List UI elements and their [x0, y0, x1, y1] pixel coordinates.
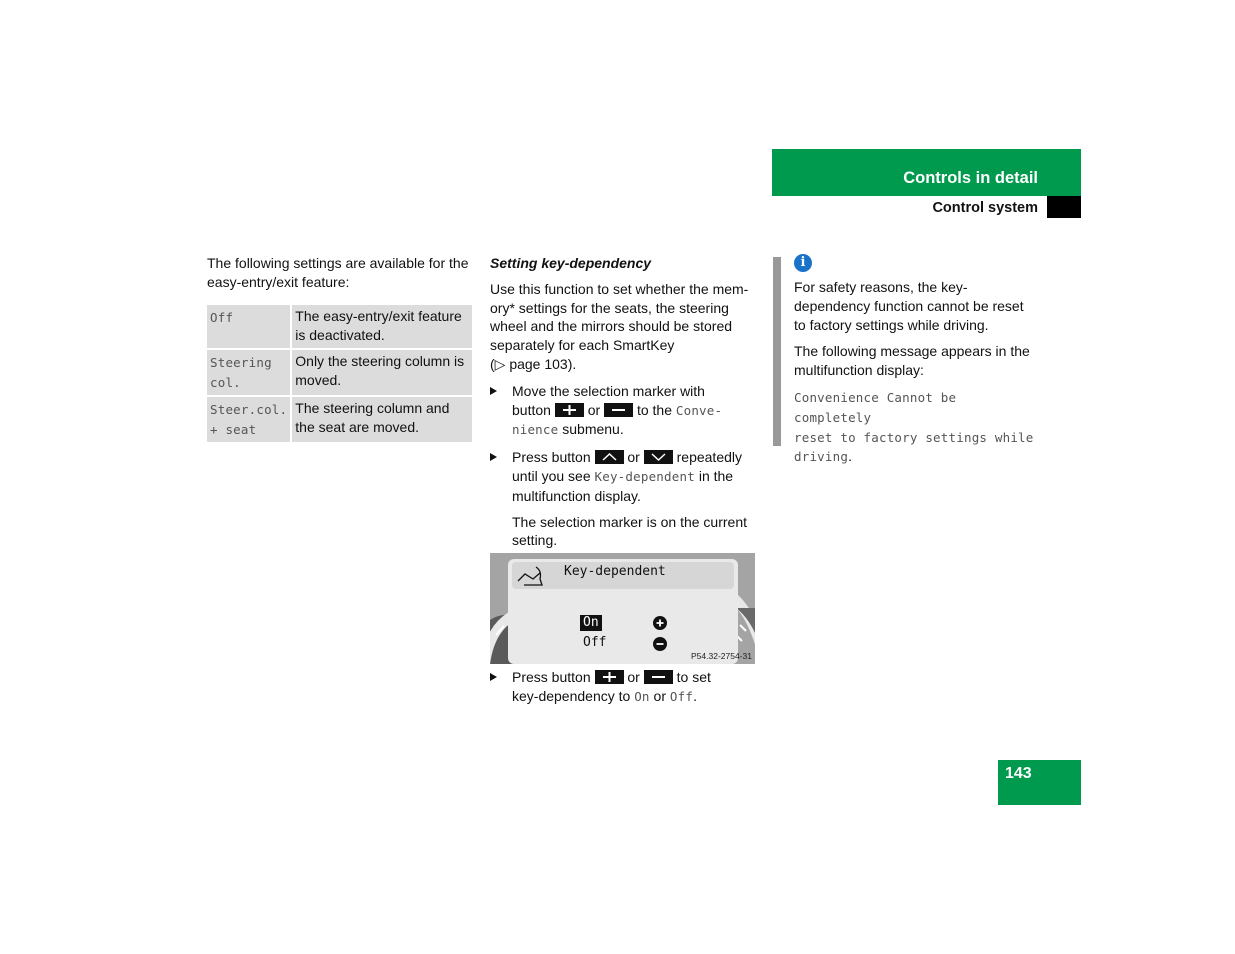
- info-box: [794, 254, 1039, 467]
- section-heading: Setting key-dependency: [490, 255, 652, 271]
- settings-table: [207, 305, 472, 444]
- info-message: Convenience Cannot be completely reset to factory settings while driving.: [794, 389, 1034, 465]
- setting-desc: Only the steering column is moved.: [291, 349, 472, 396]
- table-row: [207, 305, 472, 349]
- display-option-off: Off: [583, 635, 607, 650]
- table-row: [207, 396, 472, 443]
- intro-text: The following settings are available for the easy-entry/exit feature:: [207, 255, 469, 290]
- image-code: P54.32-2754-31: [691, 651, 752, 661]
- bullet-arrow-icon: [490, 673, 497, 681]
- page-number: 143: [1005, 765, 1032, 782]
- setting-desc: The steering column and the seat are moved.: [291, 396, 472, 443]
- minus-key-icon: [604, 403, 633, 417]
- step-3: Press button or to set key-dependency to On or Off.: [490, 668, 756, 707]
- info-icon: i: [794, 254, 812, 272]
- plus-circle-icon: [653, 616, 667, 630]
- bullet-arrow-icon: [490, 387, 497, 395]
- minus-circle-icon: [653, 637, 667, 651]
- multifunction-display-image: [490, 553, 755, 664]
- middle-column: [490, 254, 756, 550]
- header-marker: [1047, 196, 1081, 218]
- setting-desc: The easy-entry/exit feature is deactivated.: [291, 305, 472, 349]
- step-3-wrapper: [490, 668, 756, 707]
- step-2: Press button or repeatedly until you see Key-dependent in the multifunction display.: [490, 448, 756, 505]
- plus-key-icon: [555, 403, 584, 417]
- section-header-bar: [772, 149, 1081, 196]
- info-paragraph-1: For safety reasons, the key-dependency function cannot be reset to factory settings while driving.: [794, 279, 1024, 333]
- intro-paragraph: Use this function to set whether the mem- ory* settings for the seats, the steering wheel and the mirrors should be stored separately for each SmartKey (▷ page 103).: [490, 280, 749, 372]
- bullet-arrow-icon: [490, 453, 497, 461]
- table-row: [207, 349, 472, 396]
- display-title: Key-dependent: [564, 564, 666, 579]
- page-reference: (▷ page 103).: [490, 355, 577, 372]
- setting-key: Steer.col. + seat: [207, 396, 291, 443]
- setting-key: Off: [207, 305, 291, 349]
- info-paragraph-2: The following message appears in the multifunction display:: [794, 343, 1030, 379]
- step-1: Move the selection marker with button or to the Conve- nience submenu.: [490, 382, 756, 440]
- down-key-icon: [644, 450, 673, 464]
- minus-key-icon: [644, 670, 673, 684]
- plus-key-icon: [595, 670, 624, 684]
- setting-key: Steering col.: [207, 349, 291, 396]
- display-option-on: On: [580, 615, 602, 631]
- section-title: Controls in detail: [903, 169, 1038, 187]
- page-number-box: [998, 760, 1081, 805]
- info-side-bar: [773, 257, 781, 446]
- step-2-note: The selection marker is on the current setting.: [512, 513, 747, 549]
- up-key-icon: [595, 450, 624, 464]
- subsection-title: Control system: [932, 200, 1038, 216]
- left-column: [207, 254, 473, 292]
